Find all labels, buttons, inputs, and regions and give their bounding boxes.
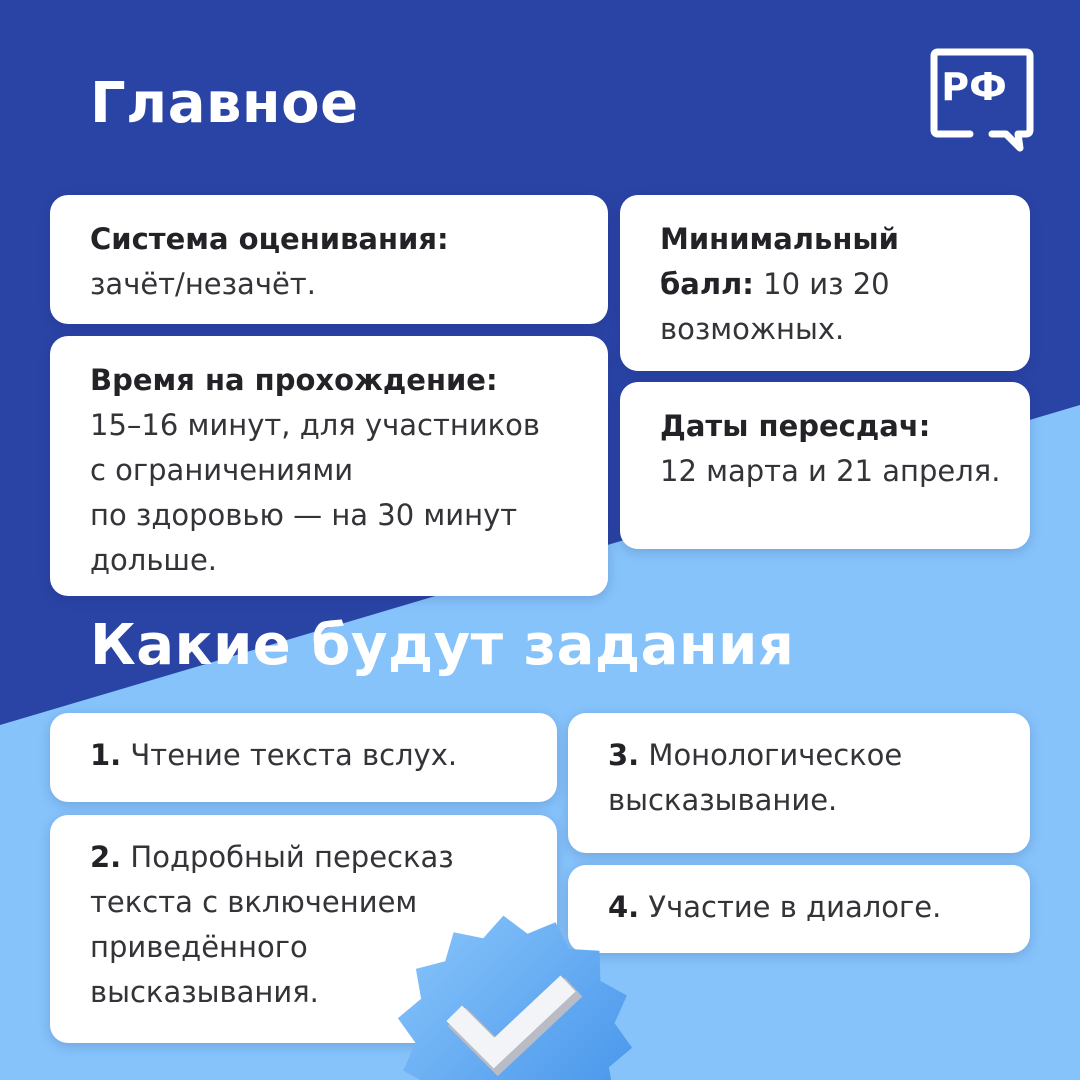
retake-value: 12 марта и 21 апреля. [660,454,1001,488]
checkmark-badge-icon [390,893,640,1080]
duration-line: по здоровью — на 30 минут [90,498,518,532]
tasks-heading: Какие будут задания [90,613,795,678]
task-text: Подробный пересказ [121,840,454,874]
task-number: 1. [90,738,122,772]
grading-label: Система оценивания: [90,222,449,256]
duration-line: дольше. [90,543,218,577]
duration-label: Время на прохождение: [90,363,498,397]
min-score-label-line1: Минимальный [660,222,899,256]
logo-text: РФ [941,65,1007,109]
task-text: приведённого [90,930,308,964]
min-score-value: 10 из 20 [753,267,890,301]
min-score-value-line3: возможных. [660,312,845,346]
task-text: Монологическое [639,738,903,772]
task-text: текста с включением [90,885,418,919]
min-score-label-line2: балл: [660,267,754,301]
task-card-3 [568,713,1030,853]
task-text: Чтение текста вслух. [121,738,458,772]
task-number: 2. [90,840,122,874]
minimum-score-card [620,195,1030,371]
main-heading: Главное [90,71,359,136]
duration-line: с ограничениями [90,453,354,487]
grading-system-card [50,195,608,324]
duration-line: 15–16 минут, для участников [90,408,541,442]
task-number: 4. [608,890,640,924]
task-number: 3. [608,738,640,772]
task-text: высказывание. [608,783,838,817]
task-text: высказывания. [90,975,319,1009]
retake-label: Даты пересдач: [660,409,931,443]
task-card-1 [50,713,557,802]
task-text: Участие в диалоге. [639,890,942,924]
grading-value: зачёт/незачёт. [90,267,316,301]
duration-card [50,336,608,596]
retake-dates-card [620,382,1030,549]
